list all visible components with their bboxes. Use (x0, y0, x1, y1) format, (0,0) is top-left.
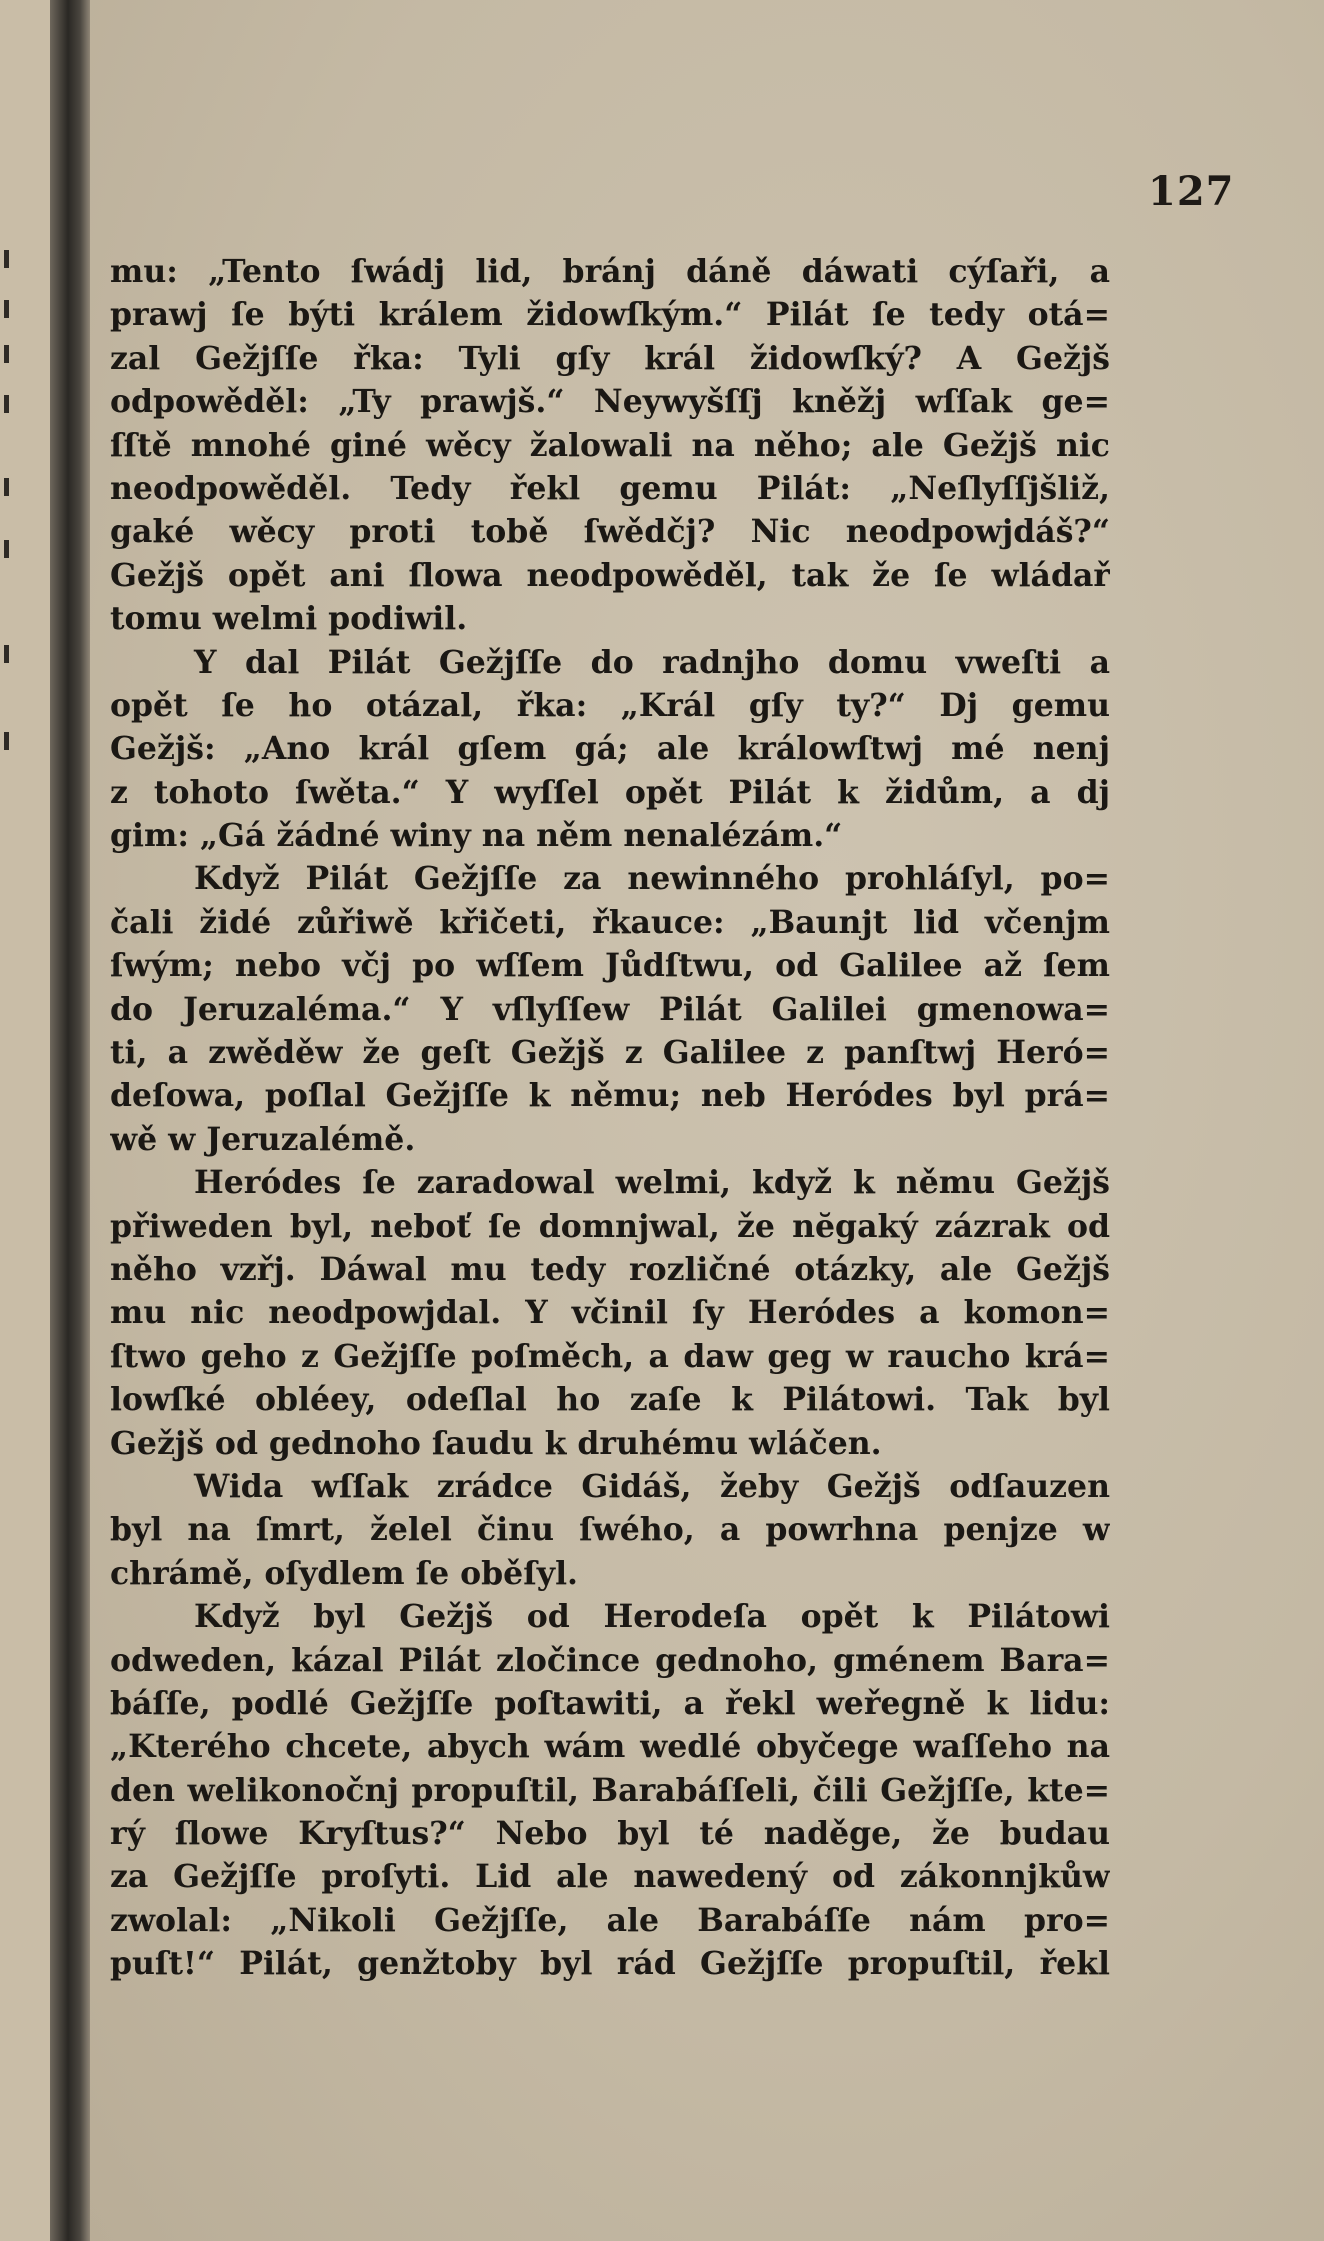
text-line: byl na ſmrt, želel činu ſwého, a powrhna penjze w (110, 1511, 1110, 1549)
left-page-mark (4, 540, 19, 558)
text-line: odpowěděl: „Ty prawjš.“ Neywyšſſj kněžj wſſak ge= (110, 383, 1110, 421)
text-line: Y dal Pilát Gežjſſe do radnjho domu vweſti a (194, 643, 1110, 681)
text-line: neodpowěděl. Tedy řekl gemu Pilát: „Neſlyſſjšliž, (110, 469, 1110, 507)
left-page-mark (4, 478, 19, 496)
text-line: přiweden byl, neboť ſe domnjwal, že nĕgaký zázrak od (110, 1207, 1110, 1245)
text-line: něho vzřj. Dáwal mu tedy rozličné otázky, ale Gežjš (110, 1250, 1110, 1288)
text-line: do Jeruzaléma.“ Y vſlyſſew Pilát Galilei gmenowa= (110, 990, 1110, 1028)
text-line: Gežjš od gednoho ſaudu k druhému wláčen. (110, 1424, 882, 1462)
book-gutter (50, 0, 90, 2241)
text-line: Wida wſſak zrádce Gidáš, žeby Gežjš odſauzen (194, 1467, 1110, 1505)
text-line: Když byl Gežjš od Herodeſa opět k Pilátowi (194, 1598, 1110, 1636)
text-line: den welikonočnj propuſtil, Barabáſſeli, čili Gežjſſe, kte= (110, 1771, 1110, 1809)
text-line: tomu welmi podiwil. (110, 600, 468, 638)
book-page (90, 0, 1324, 2241)
page-number: 127 (1148, 168, 1235, 215)
text-line: prawj ſe býti králem židowſkým.“ Pilát ſe tedy otá= (110, 296, 1110, 334)
text-body (110, 250, 1110, 1986)
left-page-edge (0, 0, 50, 2241)
text-line: ſſtě mnohé giné wěcy žalowali na něho; ale Gežjš nic (110, 426, 1110, 464)
text-line: Gežjš: „Ano král gſem gá; ale králowſtwj mé nenj (110, 730, 1110, 768)
left-page-mark (4, 732, 19, 750)
text-line: „Kterého chcete, abych wám wedlé obyčege waſſeho na (110, 1728, 1110, 1766)
left-page-mark (4, 300, 19, 318)
text-line: ſtwo geho z Gežjſſe poſměch, a daw geg w raucho krá= (110, 1337, 1110, 1375)
text-line: za Gežjſſe proſyti. Lid ale nawedený od zákonnjkůw (110, 1858, 1110, 1896)
text-line: gim: „Gá žádné winy na něm nenalézám.“ (110, 817, 843, 855)
left-page-mark (4, 395, 19, 413)
text-line: odweden, kázal Pilát zločince gednoho, gménem Bara= (110, 1641, 1110, 1679)
text-line: čali židé zůřiwě křičeti, řkauce: „Baunjt lid včenjm (110, 903, 1110, 941)
text-line: zwolal: „Nikoli Gežjſſe, ale Barabáſſe nám pro= (110, 1901, 1110, 1939)
text-line: deſowa, poſlal Gežjſſe k němu; neb Heródes byl prá= (110, 1077, 1110, 1115)
text-line: wě w Jeruzalémě. (110, 1120, 416, 1158)
text-line: lowſké obléey, odeſlal ho zaſe k Pilátowi. Tak byl (110, 1381, 1110, 1419)
left-page-mark (4, 645, 19, 663)
text-line: Gežjš opět ani ſlowa neodpowěděl, tak že ſe wládař (110, 556, 1110, 594)
left-page-mark (4, 345, 19, 363)
text-line: Když Pilát Gežjſſe za newinného prohláſyl, po= (194, 860, 1110, 898)
text-line: chrámě, oſydlem ſe oběſyl. (110, 1554, 579, 1592)
text-line: ti, a zwěděw že geſt Gežjš z Galilee z panſtwj Heró= (110, 1034, 1110, 1072)
text-line: puſt!“ Pilát, genžtoby byl rád Gežjſſe propuſtil, řekl (110, 1945, 1110, 1983)
text-line: opět ſe ho otázal, řka: „Král gſy ty?“ Dj gemu (110, 686, 1110, 724)
text-line: z tohoto ſwěta.“ Y wyſſel opět Pilát k židům, a dj (110, 773, 1110, 811)
text-line: ſwým; nebo včj po wſſem Jůdſtwu, od Galilee až ſem (110, 947, 1110, 985)
text-line: mu: „Tento ſwádj lid, bránj dáně dáwati cýſaři, a (110, 253, 1110, 290)
text-line: mu nic neodpowjdal. Y včinil ſy Heródes a komon= (110, 1294, 1110, 1332)
text-line: báſſe, podlé Gežjſſe poſtawiti, a řekl weřegně k lidu: (110, 1684, 1110, 1722)
text-line: zal Gežjſſe řka: Tyli gſy král židowſký? A Gežjš (110, 339, 1110, 377)
text-line: gaké wěcy proti tobě ſwědčj? Nic neodpowjdáš?“ (110, 513, 1110, 551)
left-page-mark (4, 250, 19, 268)
text-line: Heródes ſe zaradowal welmi, když k němu Gežjš (194, 1164, 1110, 1202)
text-line: rý ſlowe Kryſtus?“ Nebo byl té naděge, že budau (110, 1815, 1110, 1853)
